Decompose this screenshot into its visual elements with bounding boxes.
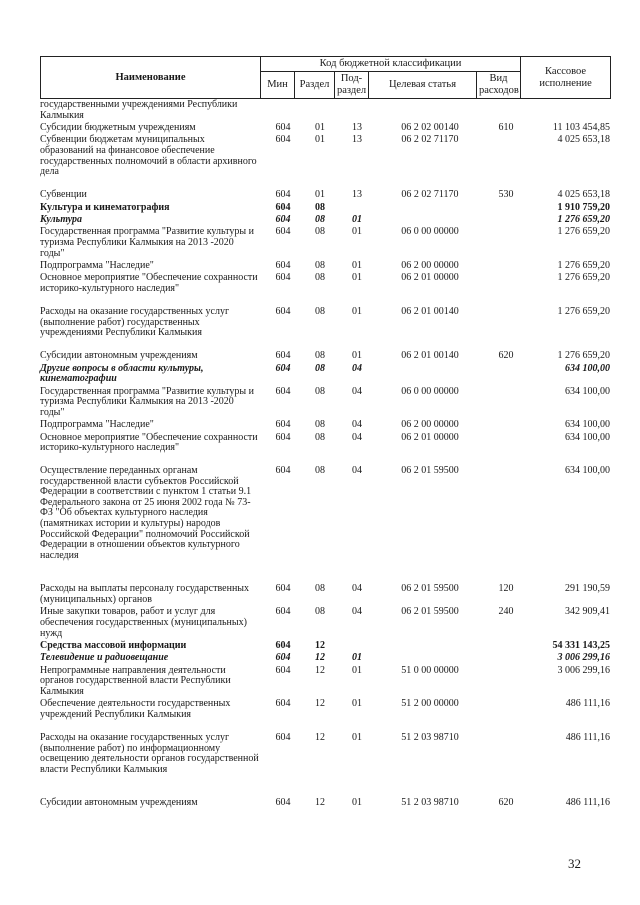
- table-row: [40, 351, 610, 363]
- table-row: [40, 420, 610, 432]
- table-row: [40, 584, 610, 607]
- row-razdel: 08: [315, 419, 325, 431]
- row-vid: 610: [498, 122, 514, 133]
- row-razdel: 08: [315, 213, 325, 225]
- row-name: Основное мероприятие "Обеспечение сохранности историко-культурного наследия": [40, 431, 258, 454]
- row-sum: 3 006 299,16: [557, 652, 610, 664]
- table-header: [40, 56, 611, 99]
- row-celevaya: 51 2 03 98710: [401, 797, 459, 809]
- row-name: Иные закупки товаров, работ и услуг для обеспечения государственных (муниципальных) нужд: [40, 606, 247, 639]
- row-min: 604: [275, 732, 291, 744]
- table-row: [40, 733, 610, 798]
- row-podrazdel: 01: [352, 732, 362, 744]
- row-podrazdel: 01: [352, 305, 362, 317]
- row-name: Субвенции бюджетам муниципальных образований на финансовое обеспечение государственных полномочий в области архивного дела: [40, 134, 257, 178]
- row-min: 604: [275, 419, 291, 431]
- row-min: 604: [275, 664, 291, 676]
- row-celevaya: 06 2 01 00140: [401, 305, 459, 317]
- row-sum: 486 111,16: [565, 732, 610, 744]
- row-min: 604: [275, 259, 291, 271]
- row-podrazdel: 01: [352, 698, 362, 710]
- row-sum: 4 025 653,18: [557, 189, 610, 201]
- row-name: Подпрограмма "Наследие": [40, 259, 154, 271]
- row-razdel: 08: [315, 385, 325, 397]
- row-name: Непрограммные направления деятельности органов государственной власти Республики Калмыкия: [40, 664, 231, 698]
- row-razdel: 12: [315, 664, 325, 676]
- table-row: [40, 364, 610, 387]
- row-celevaya: 51 2 00 00000: [401, 698, 459, 710]
- row-razdel: 12: [315, 652, 325, 664]
- row-razdel: 08: [315, 305, 325, 317]
- row-sum: 634 100,00: [565, 431, 610, 443]
- row-sum: 634 100,00: [565, 465, 610, 477]
- table-row: [40, 466, 610, 584]
- row-sum: 342 909,41: [565, 606, 610, 618]
- row-celevaya: 06 2 02 71170: [401, 189, 459, 201]
- table-row: [40, 307, 610, 351]
- row-podrazdel: 04: [352, 362, 362, 374]
- row-razdel: 08: [315, 259, 325, 271]
- row-min: 604: [275, 465, 291, 477]
- row-razdel: 08: [315, 272, 325, 284]
- row-razdel: 12: [315, 732, 325, 744]
- row-name: Расходы на оказание государственных услуг (выполнение работ) государственных учреждениями Республики Калмыкия: [40, 305, 230, 339]
- row-sum: 291 190,59: [565, 583, 610, 595]
- row-min: 604: [275, 350, 291, 362]
- row-vid: 240: [498, 606, 514, 618]
- row-vid: 530: [498, 189, 514, 201]
- table-row: [40, 190, 610, 202]
- row-razdel: 08: [315, 362, 325, 374]
- row-min: 604: [275, 431, 291, 443]
- row-vid: 620: [498, 350, 514, 362]
- row-razdel: 12: [315, 698, 325, 710]
- row-sum: 1 276 659,20: [557, 226, 610, 238]
- table-row: [40, 227, 610, 261]
- row-min: 604: [275, 797, 291, 809]
- row-name: Основное мероприятие "Обеспечение сохранности историко-культурного наследия": [40, 272, 258, 294]
- row-sum: 54 331 143,25: [552, 640, 610, 652]
- row-sum: 1 276 659,20: [557, 259, 610, 271]
- row-name: Другие вопросы в области культуры, кинематографии: [40, 362, 204, 385]
- row-min: 604: [275, 201, 291, 213]
- row-podrazdel: 04: [352, 431, 362, 443]
- row-name: Расходы на оказание государственных услуг (выполнение работ) по информационному освещению деятельности органов государственной власти Республики Калмыкия: [40, 732, 259, 775]
- row-podrazdel: 01: [352, 797, 362, 809]
- row-min: 604: [275, 640, 291, 652]
- row-name: государственными учреждениями Республики Калмыкия: [40, 99, 238, 121]
- row-razdel: 08: [315, 583, 325, 595]
- row-celevaya: 06 0 00 00000: [401, 385, 459, 397]
- row-min: 604: [275, 122, 291, 133]
- row-name: Субвенции: [40, 189, 87, 201]
- row-razdel: 12: [315, 640, 325, 652]
- row-celevaya: 06 2 00 00000: [401, 259, 459, 271]
- row-celevaya: 06 2 00 00000: [401, 419, 459, 431]
- row-sum: 1 276 659,20: [557, 272, 610, 284]
- row-razdel: 08: [315, 201, 325, 213]
- row-name: Субсидии автономным учреждениям: [40, 350, 198, 362]
- row-min: 604: [275, 305, 291, 317]
- row-sum: 486 111,16: [565, 698, 610, 710]
- row-razdel: 08: [315, 431, 325, 443]
- row-razdel: 08: [315, 226, 325, 238]
- row-sum: 1 910 759,20: [557, 201, 610, 213]
- table-row: [40, 607, 610, 641]
- budget-rows: [40, 100, 610, 811]
- row-min: 604: [275, 226, 291, 238]
- row-name: Культура: [40, 213, 83, 225]
- row-razdel: 01: [315, 134, 325, 146]
- row-name: Подпрограмма "Наследие": [40, 419, 154, 431]
- header-razdel: Раздел: [295, 72, 335, 99]
- row-celevaya: 06 2 01 00000: [401, 431, 459, 443]
- row-podrazdel: 04: [352, 606, 362, 618]
- row-razdel: 01: [315, 122, 325, 133]
- row-min: 604: [275, 134, 291, 146]
- row-celevaya: 06 2 01 59500: [401, 465, 459, 477]
- table-row: [40, 203, 610, 215]
- row-sum: 486 111,16: [565, 797, 610, 809]
- row-podrazdel: 04: [352, 419, 362, 431]
- row-podrazdel: 01: [352, 272, 362, 284]
- page-number: 32: [568, 856, 581, 871]
- row-podrazdel: 13: [352, 189, 362, 201]
- row-name: Осуществление переданных органам государственной власти субъектов Российской Федерации в соответствии с пунктом 1 статьи 9.1 Федерального закона от 25 июня 2002 года № 73-ФЗ "Об объектах культурного наследия (памятниках истории и культуры) народов Российской Федерации" полномочий Российской Федерации в отношении объектов культурного наследия: [40, 465, 252, 561]
- row-podrazdel: 13: [352, 122, 362, 133]
- row-min: 604: [275, 698, 291, 710]
- row-sum: 1 276 659,20: [557, 213, 610, 225]
- row-sum: 634 100,00: [565, 419, 610, 431]
- row-name: Субсидии автономным учреждениям: [40, 797, 198, 809]
- row-podrazdel: 01: [352, 226, 362, 238]
- row-podrazdel: 01: [352, 350, 362, 362]
- row-razdel: 08: [315, 350, 325, 362]
- row-sum: 1 276 659,20: [557, 350, 610, 362]
- table-row: [40, 653, 610, 665]
- row-celevaya: 06 2 02 00140: [401, 122, 459, 133]
- row-celevaya: 51 2 03 98710: [401, 732, 459, 744]
- row-podrazdel: 01: [352, 259, 362, 271]
- row-podrazdel: 01: [352, 213, 362, 225]
- row-name: Субсидии бюджетным учреждениям: [40, 122, 196, 133]
- table-row: [40, 273, 610, 307]
- row-razdel: 08: [315, 606, 325, 618]
- row-min: 604: [275, 385, 291, 397]
- row-min: 604: [275, 272, 291, 284]
- row-name: Средства массовой информации: [40, 640, 187, 652]
- header-name: Наименование: [41, 57, 261, 99]
- table-row: [40, 100, 610, 123]
- row-celevaya: 06 0 00 00000: [401, 226, 459, 238]
- header-code-group: Код бюджетной классификации: [261, 57, 521, 72]
- table-row: [40, 135, 610, 190]
- row-name: Государственная программа "Развитие культуры и туризма Республики Калмыкия на 2013 -2020 годы": [40, 385, 254, 418]
- row-min: 604: [275, 362, 291, 374]
- row-podrazdel: 13: [352, 134, 362, 146]
- row-podrazdel: 04: [352, 385, 362, 397]
- row-name: Государственная программа "Развитие культуры и туризма Республики Калмыкия на 2013 -2020 годы": [40, 226, 254, 259]
- row-celevaya: 06 2 02 71170: [401, 134, 459, 146]
- row-min: 604: [275, 189, 291, 201]
- header-vid: Вид расходов: [477, 72, 521, 99]
- row-podrazdel: 01: [352, 664, 362, 676]
- row-razdel: 08: [315, 465, 325, 477]
- row-celevaya: 51 0 00 00000: [401, 664, 459, 676]
- row-sum: 3 006 299,16: [557, 664, 610, 676]
- table-row: [40, 666, 610, 700]
- row-celevaya: 06 2 01 00140: [401, 350, 459, 362]
- row-sum: 634 100,00: [565, 362, 610, 374]
- row-celevaya: 06 2 01 59500: [401, 606, 459, 618]
- header-min: Мин: [261, 72, 295, 99]
- table-row: [40, 699, 610, 733]
- row-vid: 120: [498, 583, 514, 595]
- row-celevaya: 06 2 01 59500: [401, 583, 459, 595]
- row-min: 604: [275, 583, 291, 595]
- row-sum: 11 103 454,85: [552, 122, 610, 133]
- table-row: [40, 387, 610, 421]
- row-name: Культура и кинематография: [40, 201, 170, 213]
- row-vid: 620: [498, 797, 514, 809]
- row-sum: 1 276 659,20: [557, 305, 610, 317]
- row-min: 604: [275, 652, 291, 664]
- row-sum: 4 025 653,18: [557, 134, 610, 146]
- row-razdel: 01: [315, 189, 325, 201]
- row-name: Расходы на выплаты персоналу государственных (муниципальных) органов: [40, 583, 250, 606]
- row-podrazdel: 04: [352, 465, 362, 477]
- row-name: Обеспечение деятельности государственных учреждений Республики Калмыкия: [40, 698, 231, 721]
- header-celevaya: Целевая статья: [369, 72, 477, 99]
- row-min: 604: [275, 606, 291, 618]
- table-row: [40, 798, 610, 810]
- row-min: 604: [275, 213, 291, 225]
- header-podrazdel: Под-раздел: [335, 72, 369, 99]
- row-podrazdel: 01: [352, 652, 362, 664]
- header-kassa: Кассовое исполнение: [521, 57, 611, 99]
- row-celevaya: 06 2 01 00000: [401, 272, 459, 284]
- row-podrazdel: 04: [352, 583, 362, 595]
- row-name: Телевидение и радиовещание: [40, 652, 169, 664]
- row-razdel: 12: [315, 797, 325, 809]
- row-sum: 634 100,00: [565, 385, 610, 397]
- table-row: [40, 433, 610, 467]
